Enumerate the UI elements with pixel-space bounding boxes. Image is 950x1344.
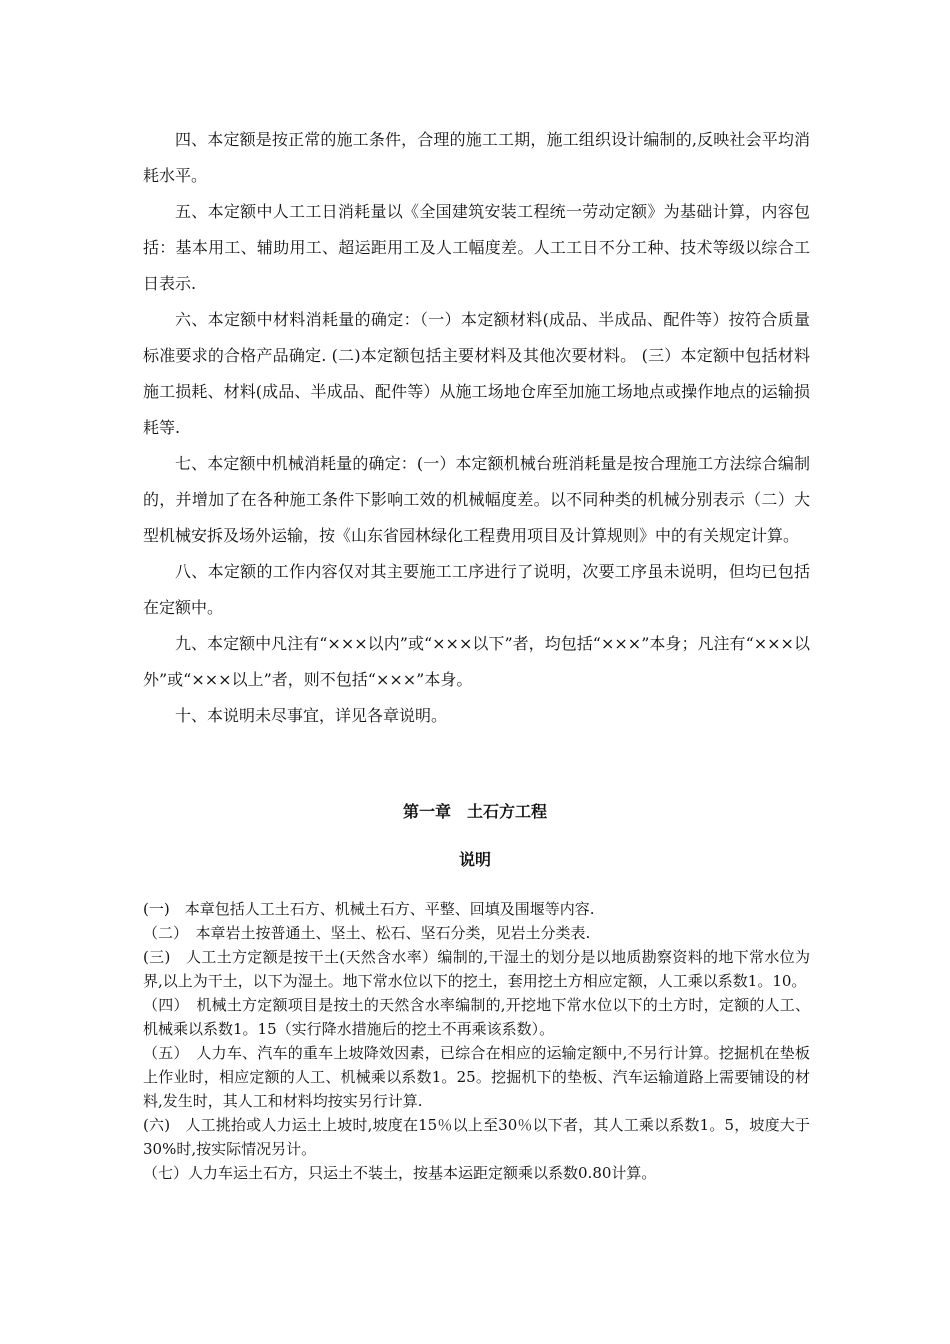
section-title: 说明: [458, 850, 491, 869]
general-notes-section: [143, 122, 810, 734]
note-item: （七）人力车运土石方，只运土不装土，按基本运距定额乘以系数0.80计算。: [143, 1164, 657, 1182]
note-item: (三) 人工土方定额是按干土(天然含水率）编制的,干湿土的划分是以地质勘察资料的地下常水位为界,以上为干土，以下为湿土。地下常水位以下的挖土，套用挖土方相应定额，人工乘以系数1。10。: [143, 948, 810, 990]
chapter-title: 第一章 土石方工程: [402, 802, 547, 821]
paragraph-9: 九、本定额中凡注有“×××以内”或“×××以下”者，均包括“×××”本身；凡注有“×××以外”或“×××以上”者，则不包括“×××”本身。: [143, 634, 810, 689]
note-item: (一) 本章包括人工土石方、机械土石方、平整、回填及围堰等内容.: [143, 900, 595, 918]
note-item: （五） 人力车、汽车的重车上坡降效因素，已综合在相应的运输定额中,不另行计算。挖掘机在垫板上作业时，相应定额的人工、机械乘以系数1。25。挖掘机下的垫板、汽车运输道路上需要铺设的材料,发生时，其人工和材料均按实另行计算.: [143, 1044, 810, 1110]
paragraph-4: 四、本定额是按正常的施工条件，合理的施工工期，施工组织设计编制的,反映社会平均消耗水平。: [143, 130, 810, 185]
paragraph-8: 八、本定额的工作内容仅对其主要施工工序进行了说明，次要工序虽未说明，但均已包括在定额中。: [143, 562, 810, 617]
note-item: （二） 本章岩土按普通土、坚土、松石、坚石分类，见岩土分类表.: [143, 924, 591, 942]
paragraph-5: 五、本定额中人工工日消耗量以《全国建筑安装工程统一劳动定额》为基础计算，内容包括：基本用工、辅助用工、超运距用工及人工幅度差。人工工日不分工种、技术等级以综合工日表示.: [143, 202, 810, 293]
note-item: （四） 机械土方定额项目是按土的天然含水率编制的,开挖地下常水位以下的土方时，定额的人工、机械乘以系数1。15（实行降水措施后的挖土不再乘该系数）。: [143, 996, 810, 1038]
note-item: (六) 人工挑抬或人力运土上坡时,坡度在15％以上至30％以下者，其人工乘以系数1。5，坡度大于30%时,按实际情况另计。: [143, 1116, 810, 1158]
paragraph-6: 六、本定额中材料消耗量的确定：（一）本定额材料(成品、半成品、配件等）按符合质量标准要求的合格产品确定. (二)本定额包括主要材料及其他次要材料。 (三）本定额中包括材料施工损耗、材料(成品、半成品、配件等）从施工场地仓库至加施工场地点或操作地点的运输损耗等.: [143, 310, 810, 437]
chapter-notes-list: [143, 897, 810, 1185]
paragraph-10: 十、本说明未尽事宜，详见各章说明。: [175, 706, 448, 725]
paragraph-7: 七、本定额中机械消耗量的确定：(一）本定额机械台班消耗量是按合理施工方法综合编制的，并增加了在各种施工条件下影响工效的机械幅度差。以不同种类的机械分别表示（二）大型机械安拆及场外运输，按《山东省园林绿化工程费用项目及计算规则》中的有关规定计算。: [143, 454, 810, 545]
